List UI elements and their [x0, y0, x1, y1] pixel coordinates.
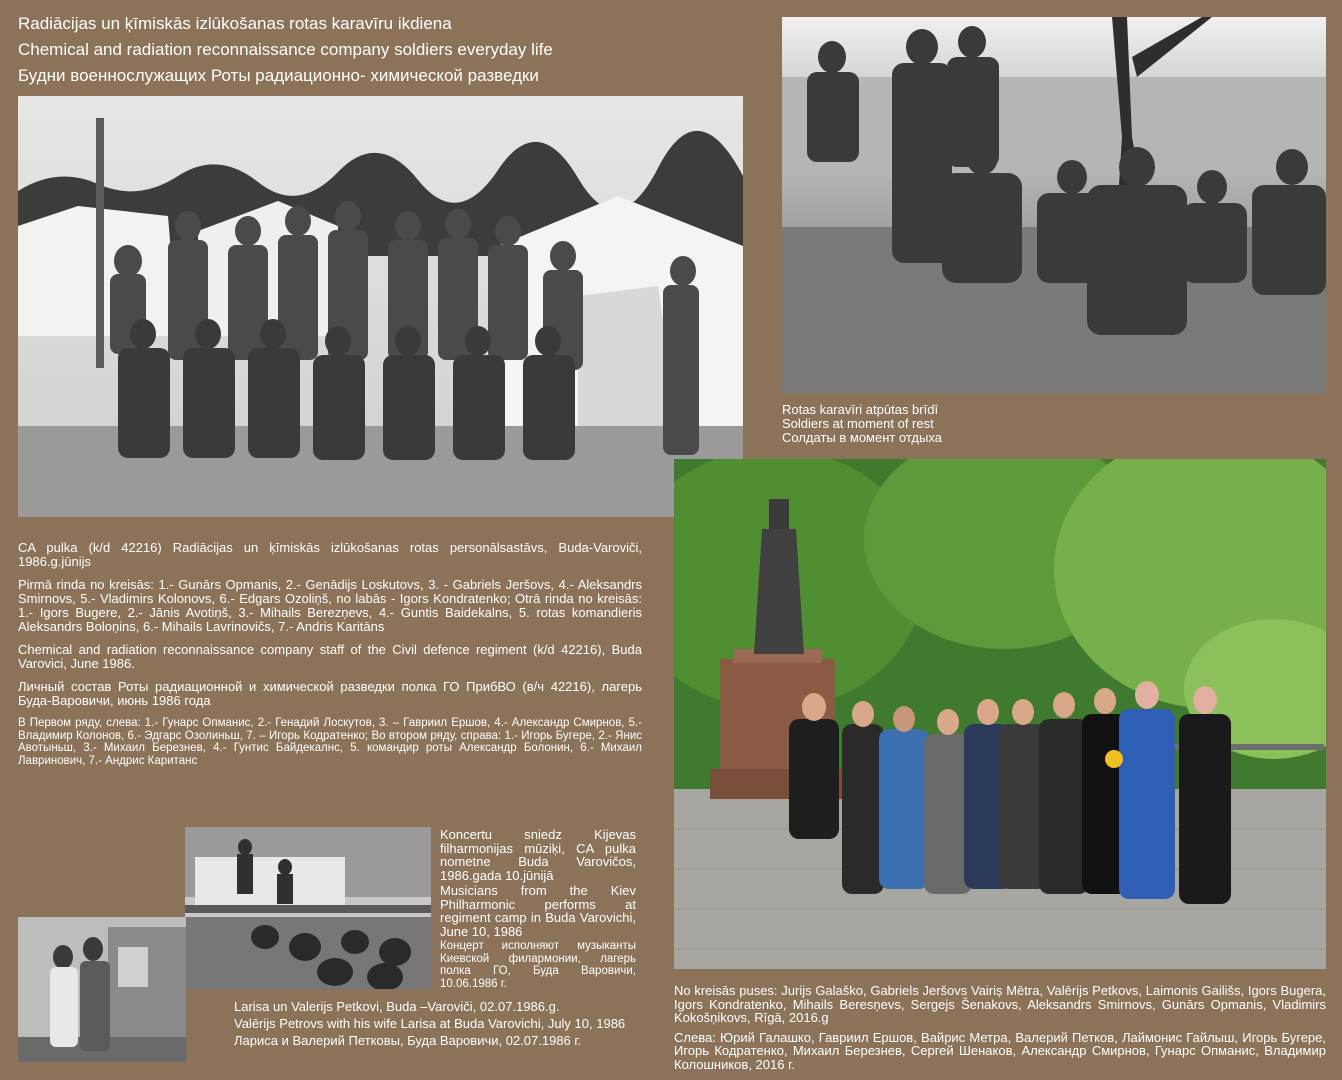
rest-caption-en: Soldiers at moment of rest — [782, 416, 934, 431]
title-english: Chemical and radiation reconnaissance company soldiers everyday life — [18, 40, 553, 59]
concert-caption-lv: Koncertu sniedz Kijevas filharmonijas mūziķi, CA pulka nometne Buda Varovičos, 1986.gada 10.jūnijā — [440, 827, 636, 883]
couple-caption-lv: Larisa un Valerijs Petkovi, Buda –Varoviči, 02.07.1986.g. — [234, 999, 560, 1014]
group-title-lv: CA pulka (k/d 42216) Radiācijas un ķīmiskās izlūkošanas rotas personālsastāvs, Buda-Varoviči, 1986.g.jūnijs — [18, 540, 642, 569]
group-title-en: Chemical and radiation reconnaissance company staff of the Civil defence regiment (k/d 42216), Buda Varovici, June 1986. — [18, 642, 642, 671]
couple-photo — [18, 917, 186, 1062]
concert-caption-ru: Концерт исполняют музыканты Киевской филармонии, лагерь полка ГО, Буда Варовичи, 10.06.1986 г. — [440, 940, 636, 990]
group-photo-1986 — [18, 96, 743, 517]
group-photo-description — [18, 541, 642, 776]
couple-caption-ru: Лариса и Валерий Петковы, Буда Варовичи, 02.07.1986 г. — [234, 1033, 582, 1048]
reunion-caption-lv: No kreisās puses: Jurijs Galaško, Gabriels Jeršovs Vairiș Mētra, Valērijs Petkovs, Laimonis Gailišs, Igors Bugera, Igors Kondratenko, Mihails Beresņevs, Sergejs Šenakovs, Aleksandrs Smirnovs, Gunārs Opmanis, Vladimirs Kokošņikovs, Rīgā, 2016.g — [674, 983, 1326, 1025]
rest-caption-lv: Rotas karavīri atpūtas brīdī — [782, 402, 939, 417]
reunion-caption-ru: Слева: Юрий Галашко, Гавриил Ершов, Вайрис Метра, Валерий Петков, Лаймонис Гайлыш, Игорь Бугере, Игорь Кодратенко, Михаил Березнев, Сергей Шенаков, Александр Смирнов, Гунарс Опманис, Владимир Колошников, 2016 г. — [674, 1029, 1326, 1072]
group-names-ru: В Первом ряду, слева: 1.- Гунарс Опманис, 2.- Генадий Лоскутов, 3. – Гавриил Ершов, 4.- Александр Смирнов, 5.- Владимир Колонов, 6.- Эдгарс Озолиньш, 7. – Игорь Кодратенко; Во втором ряду, справа: 1.- Игорь Бугере, 2.- Янис Авотыньш, 3.- Михаил Березнев, 4.- Гунтис Байдекалнс, 5. командир роты Александр Болонин, 6.- Михаил Лавринович, 7.- Андрис Каританс — [18, 717, 642, 767]
concert-photo — [185, 827, 431, 989]
title-latvian: Radiācijas un ķīmiskās izlūkošanas rotas karavīru ikdiena — [18, 14, 452, 33]
soldiers-rest-photo — [782, 17, 1326, 393]
rest-caption-ru: Солдаты в момент отдыха — [782, 430, 942, 445]
reunion-photo-2016 — [674, 459, 1326, 969]
title-russian: Будни военнослужащих Роты радиационно- химической разведки — [18, 66, 539, 85]
group-title-ru: Личный состав Роты радиационной и химической разведки полка ГО ПрибВО (в/ч 42216), лагерь Буда-Варовичи, июнь 1986 года — [18, 679, 642, 708]
concert-caption — [440, 828, 636, 990]
rest-photo-caption — [782, 403, 1082, 445]
couple-caption-en: Valērijs Petrovs with his wife Larisa at Buda Varovichi, July 10, 1986 — [234, 1016, 626, 1031]
concert-caption-en: Musicians from the Kiev Philharmonic performs at regiment camp in Buda Varovichi, June 10, 1986 — [440, 883, 636, 939]
group-names-lv: Pirmā rinda no kreisās: 1.- Gunārs Opmanis, 2.- Genādijs Loskutovs, 3. - Gabriels Jeršovs, 4.- Aleksandrs Smirnovs, 5.- Vladimirs Kolonovs, 6.- Edgars Ozoliņš, no labās - Igors Kondratenko; Otrā rinda no kreisās: 1.- Igors Bugere, 2.- Jānis Avotiņš, 3.- Mihails Berezņevs, 4.- Guntis Baidekalns, 5. rotas komandieris Aleksandrs Boloņins, 6.- Mihails Lavrinovičs, 7.- Andris Karitāns — [18, 577, 642, 634]
couple-caption — [234, 1000, 634, 1047]
reunion-caption — [674, 984, 1326, 1071]
